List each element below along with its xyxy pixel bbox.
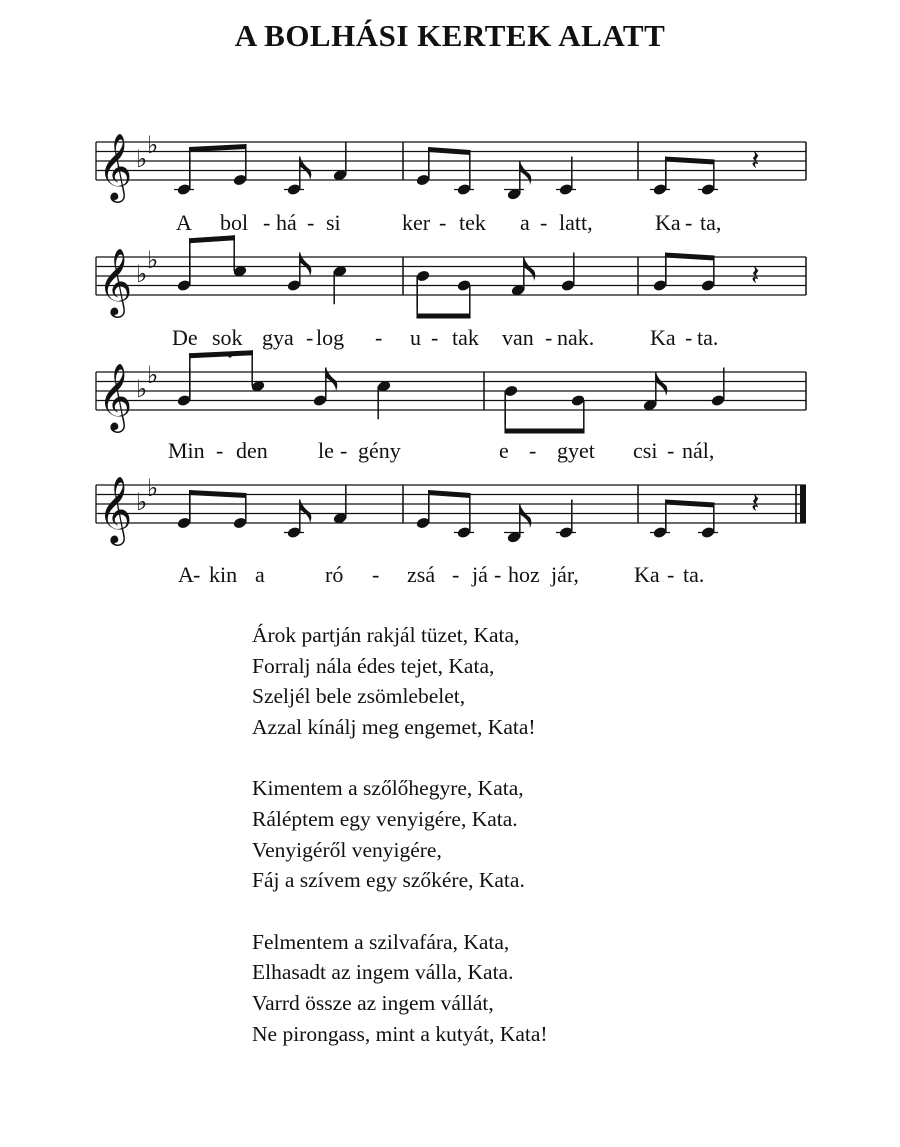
beam — [189, 490, 246, 498]
verse-line: Szeljél bele zsömlebelet, — [252, 684, 466, 709]
lyrics-line-4 — [0, 562, 900, 592]
verse-line: Ne pirongass, mint a kutyát, Kata! — [252, 1021, 548, 1046]
verse-line: Elhasadt az ingem válla, Kata. — [252, 960, 514, 985]
lyric-syllable: sok — [212, 325, 243, 350]
lyric-syllable: há — [276, 210, 297, 235]
lyric-hyphen: - — [372, 562, 380, 587]
flat-icon: ♭ — [147, 473, 159, 502]
verse-line: Varrd össze az ingem vállát, — [252, 990, 494, 1015]
lyric-hyphen: - — [529, 438, 537, 463]
lyric-syllable: ta, — [700, 210, 722, 235]
stanza-1 — [252, 620, 548, 742]
lyric-syllable: Ka — [655, 210, 681, 235]
lyric-hyphen: - — [667, 562, 675, 587]
music-staff-2 — [0, 235, 900, 325]
beam — [665, 253, 714, 261]
lyric-hyphen: - — [452, 562, 460, 587]
quarter-rest-icon: 𝄽 — [751, 143, 760, 177]
music-staff-3 — [0, 350, 900, 440]
lyric-syllable: van — [502, 325, 534, 350]
lyric-syllable: ker — [402, 210, 431, 235]
music-staff-4 — [0, 463, 900, 553]
lyric-syllable: ró — [325, 562, 344, 587]
eighth-flag — [326, 368, 338, 392]
lyric-hyphen: - — [193, 562, 201, 587]
verse-line: Fáj a szívem egy szőkére, Kata. — [252, 868, 525, 893]
flat-icon: ♭ — [136, 488, 148, 516]
lyric-hyphen: - — [685, 210, 693, 235]
beam — [665, 157, 714, 165]
treble-clef-icon: 𝄞 — [98, 247, 133, 315]
verses — [252, 620, 548, 1080]
lyric-hyphen: - — [540, 210, 548, 235]
lyric-syllable: nak. — [557, 325, 595, 350]
verse-line: Forralj nála édes tejet, Kata, — [252, 653, 495, 678]
lyric-syllable: zsá — [407, 562, 436, 587]
lyric-syllable: e — [499, 438, 509, 463]
lyric-syllable: a — [255, 562, 265, 587]
verse-line: Felmentem a szilvafára, Kata, — [252, 929, 510, 954]
quarter-rest-icon: 𝄽 — [751, 258, 760, 292]
lyric-syllable: a — [520, 210, 530, 235]
eighth-flag — [300, 500, 312, 524]
eighth-flag — [300, 157, 312, 181]
lyric-syllable: Min — [168, 438, 205, 463]
verse-line: Azzal kínálj meg engemet, Kata! — [252, 714, 536, 739]
lyric-hyphen: - — [685, 325, 693, 350]
lyric-hyphen: - — [431, 325, 439, 350]
song-title: A BOLHÁSI KERTEK ALATT — [234, 18, 666, 53]
lyric-syllable: log — [316, 325, 345, 350]
verse-line: Venyigéről venyigére, — [252, 837, 442, 862]
staff-svg — [0, 120, 900, 210]
treble-clef-icon: 𝄞 — [98, 475, 133, 543]
lyric-syllable: jár, — [551, 562, 579, 587]
beam — [189, 144, 246, 152]
eighth-flag — [656, 372, 668, 396]
final-barline — [800, 485, 806, 523]
lyric-syllable: A — [178, 562, 194, 587]
lyric-syllable: Ka — [634, 562, 660, 587]
lyric-syllable: kin — [209, 562, 238, 587]
beam — [417, 314, 471, 319]
verse-line: Árok partján rakjál tüzet, Kata, — [252, 623, 520, 647]
lyric-hyphen: - — [439, 210, 447, 235]
music-staff-1 — [0, 120, 900, 210]
lyric-hyphen: - — [375, 325, 383, 350]
lyric-syllable: A — [176, 210, 192, 235]
lyric-hyphen: - — [263, 210, 271, 235]
lyric-hyphen: - — [667, 438, 675, 463]
eighth-flag — [524, 257, 536, 281]
lyric-syllable: já — [472, 562, 488, 587]
eighth-flag — [520, 504, 532, 528]
beam — [189, 350, 253, 358]
lyric-syllable: ta. — [683, 562, 705, 587]
flat-icon: ♭ — [147, 130, 159, 159]
lyric-syllable: u — [410, 325, 421, 350]
lyric-syllable: le — [318, 438, 334, 463]
beam — [428, 490, 470, 498]
staff-svg — [0, 235, 900, 325]
staff-svg — [0, 350, 900, 440]
quarter-rest-icon: 𝄽 — [751, 486, 760, 520]
lyric-syllable: ta. — [697, 325, 719, 350]
staff-svg — [0, 463, 900, 553]
lyric-syllable: den — [236, 438, 268, 463]
lyric-syllable: tak — [452, 325, 479, 350]
articulation-dot — [228, 354, 231, 357]
treble-clef-icon: 𝄞 — [98, 132, 133, 200]
beam — [189, 235, 235, 243]
lyric-syllable: gyet — [557, 438, 595, 463]
lyric-syllable: Ka — [650, 325, 676, 350]
eighth-flag — [520, 161, 532, 185]
treble-clef-icon: 𝄞 — [98, 362, 133, 430]
lyric-syllable: si — [326, 210, 341, 235]
stanza-2 — [252, 773, 548, 895]
lyric-syllable: bol — [220, 210, 249, 235]
lyric-hyphen: - — [306, 325, 314, 350]
lyric-syllable: tek — [459, 210, 486, 235]
lyric-hyphen: - — [545, 325, 553, 350]
beam — [428, 147, 470, 155]
stanza-3 — [252, 927, 548, 1049]
verse-line: Ráléptem egy venyigére, Kata. — [252, 806, 518, 831]
flat-icon: ♭ — [147, 360, 159, 389]
eighth-flag — [300, 253, 312, 277]
lyric-hyphen: - — [216, 438, 224, 463]
lyric-hyphen: - — [307, 210, 315, 235]
lyric-syllable: gya — [262, 325, 294, 350]
verse-line: Kimentem a szőlőhegyre, Kata, — [252, 776, 524, 801]
flat-icon: ♭ — [136, 375, 148, 403]
beam — [665, 500, 714, 508]
beam — [505, 429, 585, 434]
lyric-hyphen: - — [494, 562, 502, 587]
lyric-syllable: gény — [358, 438, 401, 463]
lyric-syllable: hoz — [508, 562, 540, 587]
lyric-syllable: csi — [633, 438, 658, 463]
lyric-hyphen: - — [340, 438, 348, 463]
flat-icon: ♭ — [136, 145, 148, 173]
flat-icon: ♭ — [147, 245, 159, 274]
flat-icon: ♭ — [136, 260, 148, 288]
lyric-syllable: nál, — [682, 438, 715, 463]
lyric-syllable: latt, — [559, 210, 593, 235]
lyric-syllable: De — [172, 325, 198, 350]
